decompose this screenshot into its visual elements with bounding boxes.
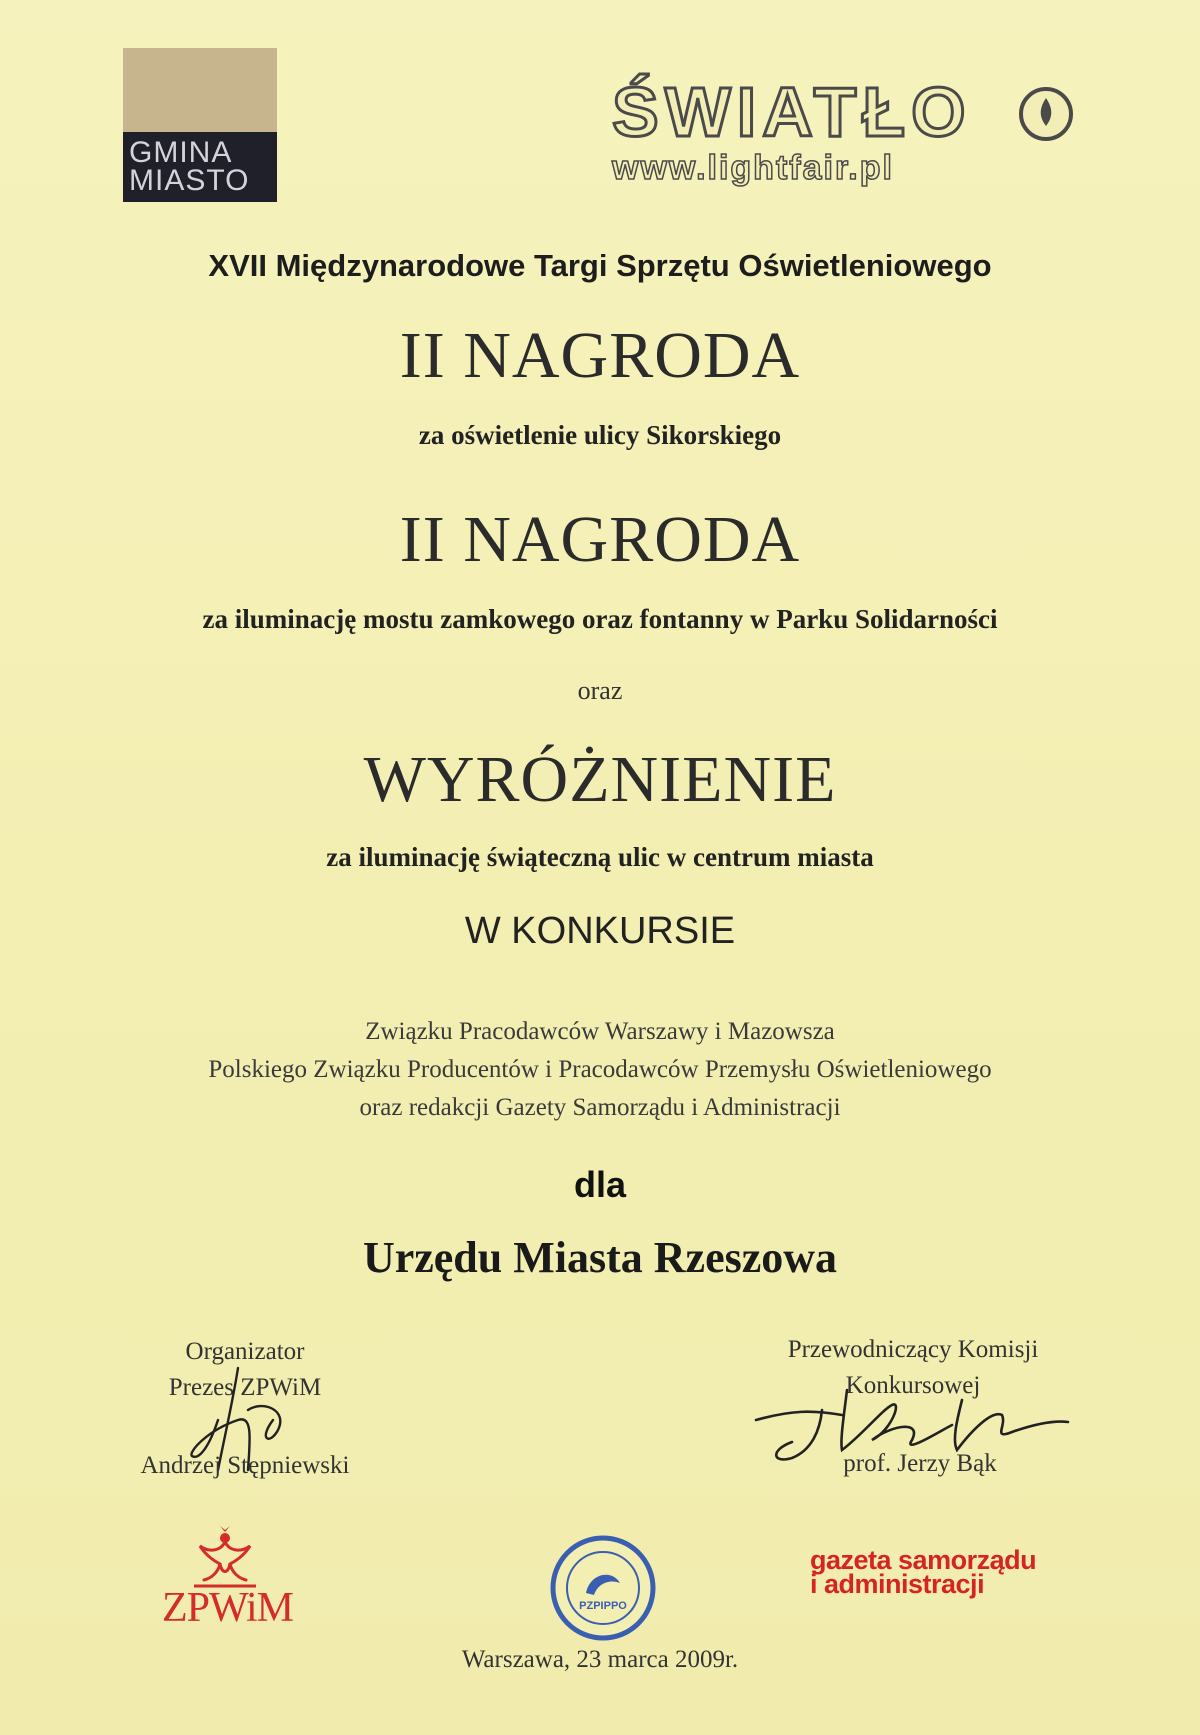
competition-label: W KONKURSIE	[464, 910, 736, 952]
gmina-miasto-logo	[123, 48, 277, 202]
zpwim-logo-text: ZPWiM	[162, 1585, 293, 1631]
gmina-logo-line1: GMINA	[129, 136, 233, 169]
organizer-line-2: Polskiego Związku Producentów i Pracodawców Przemysłu Oświetleniowego	[208, 1056, 992, 1083]
event-title: XVII Międzynarodowe Targi Sprzętu Oświetleniowego	[208, 248, 992, 283]
flame-icon	[1016, 84, 1076, 144]
award-1-title: II NAGRODA	[399, 319, 801, 392]
left-signer-role-2: Prezes ZPWiM	[168, 1374, 322, 1401]
award-2-reason: za iluminację mostu zamkowego oraz fontanny w Parku Solidarności	[202, 604, 998, 634]
right-signer-role-2: Konkursowej	[845, 1372, 981, 1399]
right-signer-role-1: Przewodniczący Komisji	[787, 1336, 1039, 1363]
eagle-icon	[190, 1522, 260, 1592]
organizer-line-3: oraz redakcji Gazety Samorządu i Administracji	[359, 1094, 841, 1121]
swiatlo-logo-title: ŚWIATŁO	[612, 73, 972, 151]
pzpippo-logo	[548, 1533, 658, 1643]
gmina-logo-line2: MIASTO	[129, 164, 250, 197]
distinction-reason: za iluminację świąteczną ulic w centrum miasta	[326, 842, 874, 872]
award-1-reason: za oświetlenie ulicy Sikorskiego	[418, 420, 782, 450]
award-2-title: II NAGRODA	[399, 503, 801, 576]
pzpippo-logo-text: PZPIPPO	[579, 1600, 627, 1612]
conjunction-text: oraz	[577, 676, 623, 705]
swiatlo-logo-url: www.lightfair.pl	[612, 149, 894, 187]
zpwim-logo	[150, 1522, 310, 1642]
gazeta-logo-line-2: i administracji	[810, 1569, 985, 1599]
organizer-line-1: Związku Pracodawców Warszawy i Mazowsza	[365, 1018, 835, 1045]
left-signer-name: Andrzej Stępniewski	[140, 1452, 350, 1479]
right-signer-name: prof. Jerzy Bąk	[843, 1450, 997, 1477]
left-signer-role-1: Organizator	[185, 1338, 305, 1365]
for-label: dla	[573, 1164, 626, 1205]
gazeta-logo	[810, 1545, 1070, 1599]
place-date: Warszawa, 23 marca 2009r.	[461, 1646, 739, 1673]
gazeta-logo-line-1: gazeta samorządu	[810, 1545, 1037, 1575]
swiatlo-logo	[612, 73, 1072, 188]
distinction-title: WYRÓŻNIENIE	[363, 743, 837, 816]
recipient-name: Urzędu Miasta Rzeszowa	[362, 1233, 838, 1282]
